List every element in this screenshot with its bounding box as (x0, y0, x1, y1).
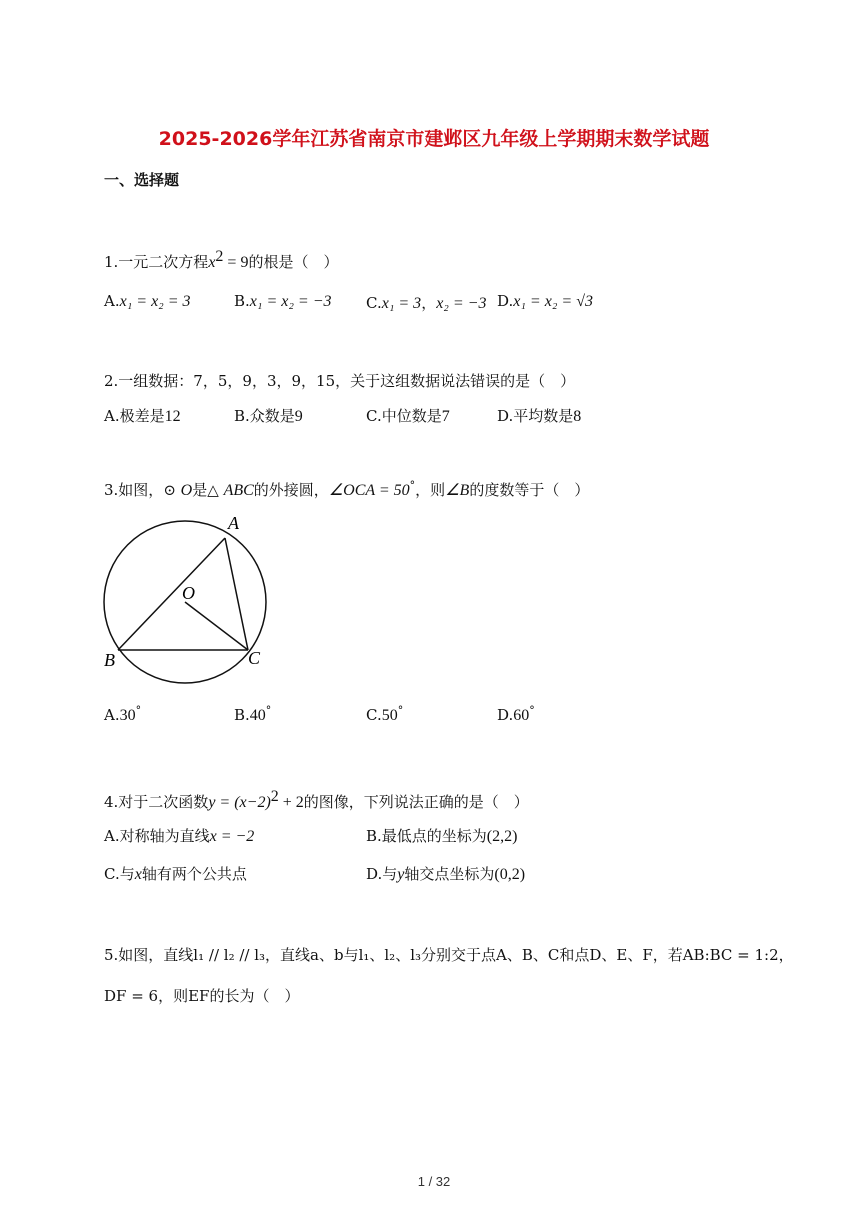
q2-stem: 2.一组数据：7，5，9，3，9，15，关于这组数据说法错误的是（ ） (104, 372, 576, 390)
q2-option-c: C.中位数是7 (366, 407, 450, 425)
q1-option-b: B.x₁ = x₂ = −3 (234, 292, 332, 310)
q3-option-a: A.30° (104, 704, 142, 724)
q1-stem: 1.一元二次方程$x^2 = 9$的根是（ ） (104, 248, 339, 271)
label-c: C (248, 648, 261, 668)
side-ab (118, 538, 225, 650)
q2-option-d: D.平均数是8 (497, 407, 582, 425)
q3-option-d: D.60° (497, 704, 535, 724)
segment-oc (185, 602, 248, 650)
q4-option-b: B.最低点的坐标为(2,2) (366, 827, 518, 845)
q3-stem: 3.如图，⊙ O是△ ABC的外接圆，∠OCA = 50°，则∠B的度数等于（ ） (104, 479, 590, 499)
label-o: O (182, 583, 195, 603)
q4-option-a: A.对称轴为直线x = −2 (104, 827, 255, 845)
page-title: 2025-2026学年江苏省南京市建邺区九年级上学期期末数学试题 (158, 128, 710, 150)
side-ac (225, 538, 248, 650)
q3-option-b: B.40° (234, 704, 272, 724)
q1-option-d: D.x₁ = x₂ = √3 (497, 292, 593, 310)
q4-option-c: C.与x轴有两个公共点 (104, 865, 247, 883)
q4-option-d: D.与y轴交点坐标为(0,2) (366, 865, 526, 883)
q4-stem: 4.对于二次函数$y = (x-2)^2 + 2$的图像，下列说法正确的是（ ） (104, 788, 529, 811)
circle-triangle-figure (98, 510, 278, 694)
page-number: 1 / 32 (417, 1174, 451, 1189)
q1-option-a: A.x₁ = x₂ = 3 (104, 292, 191, 310)
q1-option-c: C.x₁ = 3，x₂ = −3 (366, 294, 487, 312)
q2-option-b: B.众数是9 (234, 407, 303, 425)
label-a: A (228, 513, 239, 533)
label-b: B (104, 650, 115, 670)
q5-stem-line1: 5.如图，直线l₁ // l₂ // l₃，直线a、b与l₁、l₂、l₃分别交于点A、B、C和点D、E、F，若AB:BC = 1:2， (104, 946, 794, 964)
q5-stem-line2: DF = 6，则EF的长为（ ） (104, 987, 300, 1005)
q2-option-a: A.极差是12 (104, 407, 181, 425)
section-heading: 一、选择题 (104, 171, 180, 189)
q3-option-c: C.50° (366, 704, 404, 724)
